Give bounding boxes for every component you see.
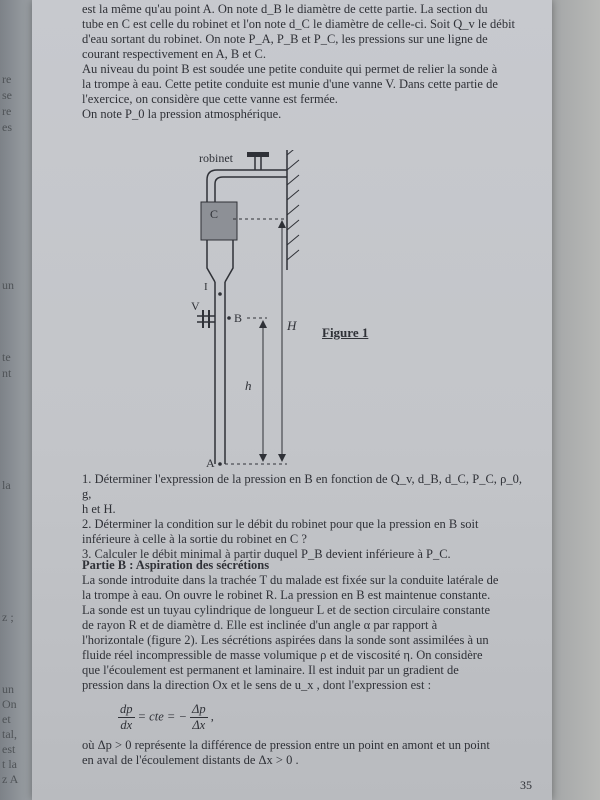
- intro-paragraph: [82, 2, 522, 122]
- prev-fragment: tal,: [2, 727, 17, 741]
- text-line: d'eau sortant du robinet. On note P_A, P_B et P_C, les pressions sur une ligne de: [82, 32, 488, 46]
- rhs-numerator: Δp: [192, 702, 206, 716]
- question-line: 3. Calculer le débit minimal à partir duquel P_B devient inférieure à P_C.: [82, 547, 451, 561]
- equation-tail: ,: [210, 709, 214, 724]
- prev-fragment: te: [2, 350, 11, 364]
- text-line: en aval de l'écoulement distants de Δx > 0 .: [82, 753, 299, 767]
- pressure-gradient-equation: [118, 702, 214, 733]
- arrow-H-head-top: [278, 220, 286, 228]
- equation-middle: = cte = −: [137, 709, 187, 724]
- figure-caption: Figure 1: [322, 325, 369, 340]
- label-H: H: [287, 318, 297, 333]
- questions-list: [82, 472, 522, 562]
- tap-handle: [247, 152, 269, 157]
- rhs-denominator: Δx: [192, 718, 206, 732]
- text-line: de rayon R et de diamètre d. Elle est inclinée d'un angle α par rapport à: [82, 618, 438, 632]
- prev-fragment: est: [2, 742, 16, 756]
- label-A: A: [206, 456, 215, 470]
- text-line: courant respectivement en A, B et C.: [82, 47, 266, 61]
- label-I: I: [204, 281, 208, 293]
- label-h: h: [245, 378, 252, 393]
- text-line: que l'écoulement est permanent et laminaire. Il est induit par un gradient de: [82, 663, 459, 677]
- text-line: La sonde introduite dans la trachée T du malade est fixée sur la conduite latérale de: [82, 573, 499, 587]
- taper-right: [225, 240, 233, 282]
- prev-fragment: z A: [2, 772, 19, 786]
- prev-fragment: nt: [2, 366, 12, 380]
- text-line: l'horizontale (figure 2). Les sécrétions aspirées dans la sonde sont assimilées à un: [82, 633, 489, 647]
- label-B: B: [234, 311, 243, 325]
- footer-paragraph: [82, 738, 522, 768]
- prev-fragment: t la: [2, 757, 17, 771]
- point-A: [218, 462, 222, 466]
- arrow-H-head-bottom: [278, 454, 286, 462]
- fraction-rhs: [190, 702, 208, 733]
- label-V: V: [191, 299, 200, 313]
- fraction-lhs: [118, 702, 135, 733]
- question-line: 1. Déterminer l'expression de la pression en B en fonction de Q_v, d_B, d_C, P_C, ρ_0, g,: [82, 472, 522, 501]
- text-line: l'exercice, on considère que cette vanne est fermée.: [82, 92, 338, 106]
- taper-left: [207, 240, 215, 282]
- lhs-denominator: dx: [120, 718, 133, 732]
- pipe-top-inner: [215, 177, 287, 202]
- prev-fragment: et: [2, 712, 11, 726]
- prev-fragment: es: [2, 120, 12, 134]
- prev-fragment: se: [2, 88, 12, 102]
- question-line: h et H.: [82, 502, 116, 516]
- page-number: 35: [520, 778, 532, 792]
- section-title: Partie B : Aspiration des sécrétions: [82, 558, 270, 572]
- label-C: C: [210, 207, 219, 221]
- text-line: la trompe à eau. Cette petite conduite est munie d'une vanne V. Dans cette partie de: [82, 77, 498, 91]
- text-line: Au niveau du point B est soudée une petite conduite qui permet de relier la sonde à: [82, 62, 498, 76]
- reservoir-box: [201, 202, 237, 240]
- prev-fragment: re: [2, 72, 12, 86]
- prev-fragment: re: [2, 104, 12, 118]
- text-line: est la même qu'au point A. On note d_B le diamètre de cette partie. La section du: [82, 2, 488, 16]
- text-line: fluide réel incompressible de masse volumique ρ et de viscosité η. On considère: [82, 648, 483, 662]
- prev-fragment: z ;: [2, 610, 14, 624]
- prev-fragment: la: [2, 478, 11, 492]
- wall-hatch: [287, 150, 299, 260]
- prev-fragment: On: [2, 697, 17, 711]
- point-I: [218, 292, 222, 296]
- arrow-h-head-bottom: [259, 454, 267, 462]
- arrow-h-head-top: [259, 320, 267, 328]
- book-page: [32, 0, 552, 800]
- text-line: la trompe à eau. On ouvre le robinet R. La pression en B est maintenue constante.: [82, 588, 491, 602]
- text-line: où Δp > 0 représente la différence de pression entre un point en amont et un point: [82, 738, 490, 752]
- lhs-numerator: dp: [120, 702, 133, 716]
- point-B: [227, 316, 231, 320]
- text-line: La sonde est un tuyau cylindrique de longueur L et de section circulaire constante: [82, 603, 491, 617]
- text-line: pression dans la direction Ox et le sens de u_x , dont l'expression est :: [82, 678, 432, 692]
- part-b-section: [82, 558, 522, 693]
- question-line: 2. Déterminer la condition sur le débit du robinet pour que la pression en B soit: [82, 517, 479, 531]
- prev-fragment: un: [2, 278, 14, 292]
- figure-1-diagram: [137, 150, 337, 470]
- prev-fragment: un: [2, 682, 14, 696]
- pipe-top-outer: [207, 170, 287, 202]
- text-line: tube en C est celle du robinet et l'on note d_C le diamètre de celle-ci. Soit Q_v le débit: [82, 17, 516, 31]
- question-line: inférieure à celle à la sortie du robinet en C ?: [82, 532, 307, 546]
- text-line: On note P_0 la pression atmosphérique.: [82, 107, 282, 121]
- label-robinet: robinet: [199, 151, 233, 165]
